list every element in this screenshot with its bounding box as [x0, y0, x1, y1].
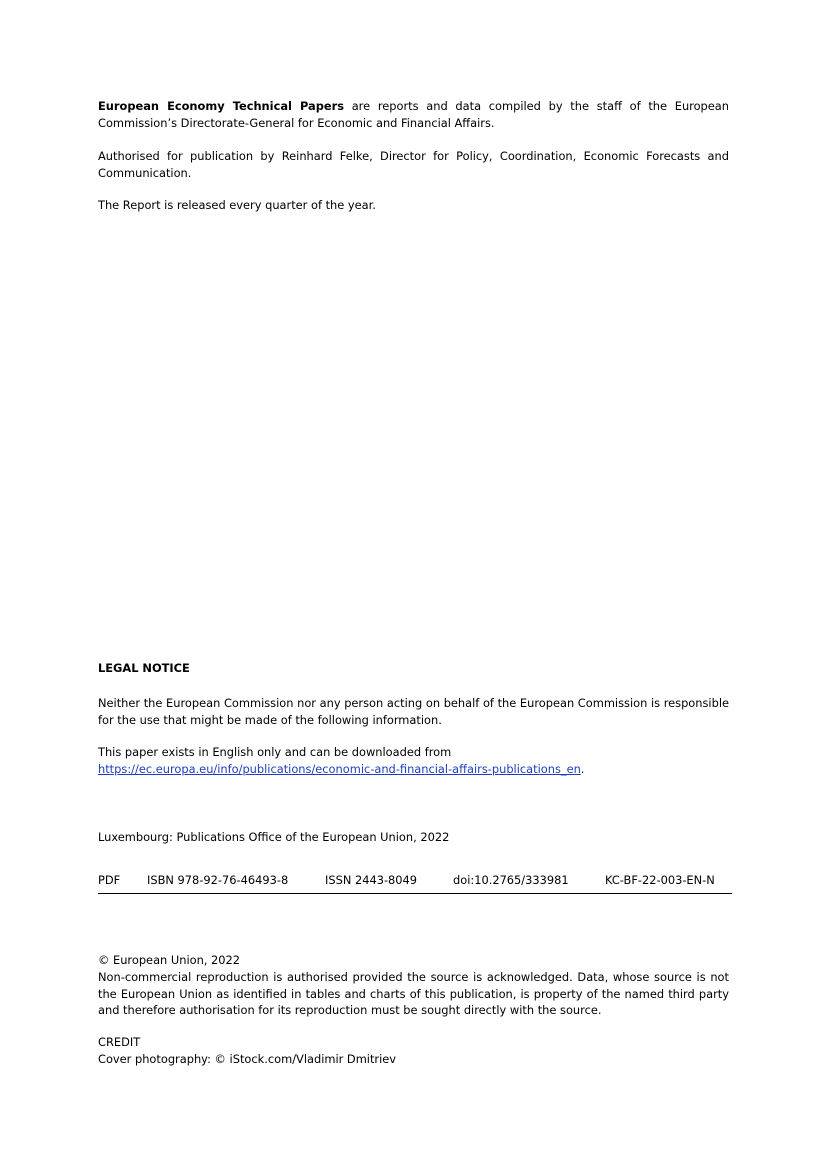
frequency-paragraph: The Report is released every quarter of the year.	[98, 198, 376, 212]
series-description: are reports and data compiled by the staff of the European Commission’s Directorate-General for Economic and Financial Affairs.	[98, 99, 729, 130]
authorisation-paragraph: Authorised for publication by Reinhard Felke, Director for Policy, Coordination, Economic Forecasts and Communication.	[98, 149, 729, 180]
availability-text: This paper exists in English only and can be downloaded from	[98, 745, 452, 759]
disclaimer-paragraph: Neither the European Commission nor any person acting on behalf of the European Commission is responsible for the use that might be made of the following information.	[98, 696, 729, 727]
copyright-notice: © European Union, 2022	[98, 953, 241, 967]
credit-heading: CREDIT	[98, 1035, 141, 1049]
publisher-line: Luxembourg: Publications Office of the European Union, 2022	[98, 830, 450, 844]
isbn-label: ISBN 978-92-76-46493-8	[147, 873, 289, 887]
cover-credit: Cover photography: © iStock.com/Vladimir Dmitriev	[98, 1052, 397, 1066]
catalogue-number: KC-BF-22-003-EN-N	[605, 873, 715, 887]
series-name: European Economy Technical Papers	[98, 99, 344, 113]
issn-label: ISSN 2443-8049	[325, 873, 418, 887]
doi-label: doi:10.2765/333981	[453, 873, 569, 887]
link-period: .	[580, 761, 585, 776]
reproduction-paragraph: Non-commercial reproduction is authorised provided the source is acknowledged. Data, whose source is not the European Union as identified in tables and charts of this publication, is property of the named third party and therefore authorisation for its reproduction must be sought directly with the source.	[98, 970, 729, 1017]
legal-notice-heading: LEGAL NOTICE	[98, 661, 190, 675]
identifiers-row	[98, 872, 732, 894]
intro-series-paragraph	[98, 98, 729, 131]
format-label: PDF	[98, 873, 121, 887]
availability-paragraph	[98, 744, 729, 777]
publications-link[interactable]: https://ec.europa.eu/info/publications/economic-and-financial-affairs-publications_en	[98, 761, 581, 776]
